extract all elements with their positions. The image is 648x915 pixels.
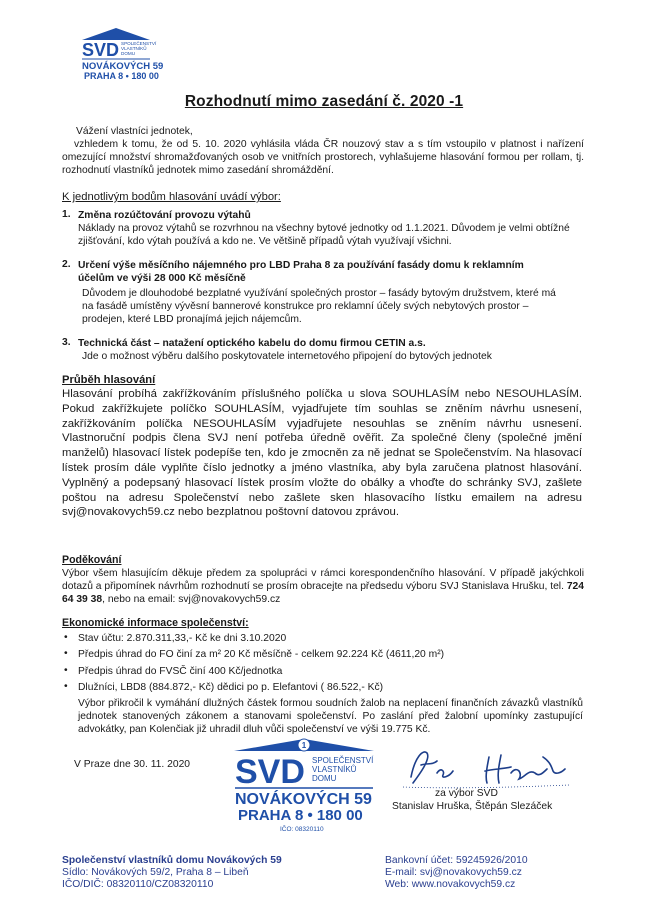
- bullet-marker: •: [64, 681, 68, 692]
- economy-item-4: Dlužníci, LBD8 (884.872,- Kč) dědici po p. Elefantovi ( 86.522,- Kč): [78, 682, 384, 693]
- stamp-ico: IČO: 08320110: [280, 826, 324, 833]
- footer-web: Web: www.novakovych59.cz: [385, 879, 516, 890]
- footer-bank: Bankovní účet: 59245926/2010: [385, 855, 528, 866]
- economy-heading: Ekonomické informace společenství:: [62, 617, 249, 629]
- procedure-heading: Průběh hlasování: [62, 374, 156, 386]
- thanks-heading: Poděkování: [62, 554, 122, 566]
- stamp-small-2: VLASTNÍKŮ: [312, 765, 357, 774]
- economy-item-3: Předpis úhrad do FVSČ činí 400 Kč/jednotka: [78, 666, 283, 677]
- logo-street: NOVÁKOVÝCH 59: [82, 61, 164, 72]
- footer-org: Společenství vlastníků domu Novákových 59: [62, 855, 282, 866]
- stamp-number: 1: [301, 741, 307, 750]
- logo-svd-text: SVD: [82, 40, 120, 60]
- footer-left: [62, 855, 282, 891]
- point-2-text: Důvodem je dlouhodobé bezplatné využívání společných prostor – fasády bytovým družstvem, které má na fasádě umístěny vývěsní bannerové konstrukce pro reklamní účely svých nebytových prostor – prodejen, které LBD pronajímá jejich nájemcům.: [82, 288, 556, 326]
- thanks-text: [62, 567, 584, 607]
- stamp-city: PRAHA 8 • 180 00: [238, 807, 363, 824]
- point-2-number: 2.: [62, 259, 71, 270]
- procedure-text: Hlasování probíhá zakřížkováním příslušného políčka u slova SOUHLASÍM nebo NESOUHLASÍM. Pokud zakřížkujete políčko SOUHLASÍM, vyjadřujete tím souhlas se zněním návrhu usnesení, zakřížkováním políčka NESOUHLASÍM vyjadřujete nesouhlas se zněním návrhu usnesení. Vlastnoruční podpis člena SVJ není potřeba úředně ověřit. Za společné členy (společné jmění manželů) hlasovací lístek podepíše ten, kdo je zmocněn za ně jednat se Společenstvím. Na hlasovací lístek prosím dále vyplňte číslo jednotky a jméno vlastníka, aby byla zaručena platnost hlasování. Vyplněný a podepsaný hlasovací lístek prosím vložte do obálky a vhoďte do schránky SVJ, zašlete poštou na adresu Společenství nebo zašlete sken hlasovacího lístku emailem na adresu svj@novakovych59.cz nebo bezplatnou poštovní datovou zprávou.: [62, 388, 582, 519]
- point-2-heading: Určení výše měsíčního nájemného pro LBD Praha 8 za používání fasády domu k reklamním účelům ve výši 28 000 Kč měsíčně: [78, 260, 524, 285]
- logo-small-1: SPOLEČENSTVÍ: [121, 41, 157, 46]
- point-3-text: Jde o možnost výběru dalšího poskytovatele internetového připojení do bytových jednotek: [82, 351, 492, 362]
- footer-ico: IČO/DIČ: 08320110/CZ08320110: [62, 879, 214, 890]
- handwritten-signatures: [393, 743, 583, 793]
- bullet-marker: •: [64, 665, 68, 676]
- bullet-marker: •: [64, 648, 68, 659]
- point-3-heading: Technická část – natažení optického kabelu do domu firmou CETIN a.s.: [78, 338, 426, 349]
- document-title: Rozhodnutí mimo zasedání č. 2020 -1: [184, 93, 464, 110]
- points-heading: K jednotlivým bodům hlasování uvádí výbor:: [62, 191, 281, 203]
- economy-note: Výbor přikročil k vymáhání dlužných částek formou soudních žalob na neplacení finančních závazků vlastníků jednotek stanovených zákonem a stanovami společenství. Po zaslání před žalobní upomínky zastupující advokátky, pan Kolenčiak již uhradil dluh vůči společenství ve výši 19.775 Kč.: [78, 698, 583, 736]
- svd-logo: [80, 26, 164, 86]
- economy-item-2: Předpis úhrad do FO činí za m² 20 Kč měsíčně - celkem 92.224 Kč (4611,20 m²): [78, 649, 445, 660]
- intro-paragraph: vzhledem k tomu, že od 5. 10. 2020 vyhlásila vláda ČR nouzový stav a s tím vstoupilo v platnost i nařízení omezující množství shromažďovaných osob ve vnitřních prostorech, vyhlašujeme hlasování formou per rollam, tj. rozhodnutí vlastníků jednotek mimo zasedání shromáždění.: [62, 139, 584, 177]
- stamp-svd: SVD: [235, 753, 305, 791]
- logo-city: PRAHA 8 • 180 00: [84, 71, 159, 81]
- svd-stamp: [232, 737, 376, 833]
- economy-item-1: Stav účtu: 2.870.311,33,- Kč ke dni 3.10.2020: [78, 633, 287, 644]
- logo-small-2: VLASTNÍKŮ: [121, 46, 147, 51]
- bullet-marker: •: [64, 632, 68, 643]
- point-3-number: 3.: [62, 337, 71, 348]
- document-date: V Praze dne 30. 11. 2020: [74, 759, 191, 770]
- thanks-text-a: Výbor všem hlasujícím děkuje předem za spolupráci v rámci korespondenčního hlasování. V případě jakýchkoli dotazů a připomínek návrhům rozhodnutí se prosím obracejte na předsedu výboru SVJ Stanislava Hrušku, tel.: [62, 568, 584, 593]
- stamp-small-1: SPOLEČENSTVÍ: [312, 756, 374, 765]
- signature-caption: za výbor SVD: [435, 788, 498, 799]
- thanks-phone: 724 64 39 38: [62, 581, 585, 606]
- thanks-text-b: , nebo na email: svj@novakovych59.cz: [102, 594, 281, 606]
- point-1-text: Náklady na provoz výtahů se rozvrhnou na všechny bytové jednotky od 1.1.2021. Důvodem je velmi obtížné zjišťování, kdo výtah používá a kdo ne. Ve většině případů výtah využívají všichni.: [78, 223, 570, 248]
- point-1-number: 1.: [62, 209, 71, 220]
- logo-small-3: DOMU: [121, 51, 136, 56]
- signature-names: Stanislav Hruška, Štěpán Slezáček: [392, 801, 553, 812]
- footer-address: Sídlo: Novákových 59/2, Praha 8 – Libeň: [62, 867, 249, 878]
- greeting: Vážení vlastníci jednotek,: [76, 126, 193, 137]
- footer-right: [385, 855, 528, 891]
- stamp-small-3: DOMU: [312, 774, 337, 783]
- point-1-heading: Změna rozúčtování provozu výtahů: [78, 210, 251, 221]
- stamp-street: NOVÁKOVÝCH 59: [235, 791, 372, 808]
- footer-email: E-mail: svj@novakovych59.cz: [385, 867, 522, 878]
